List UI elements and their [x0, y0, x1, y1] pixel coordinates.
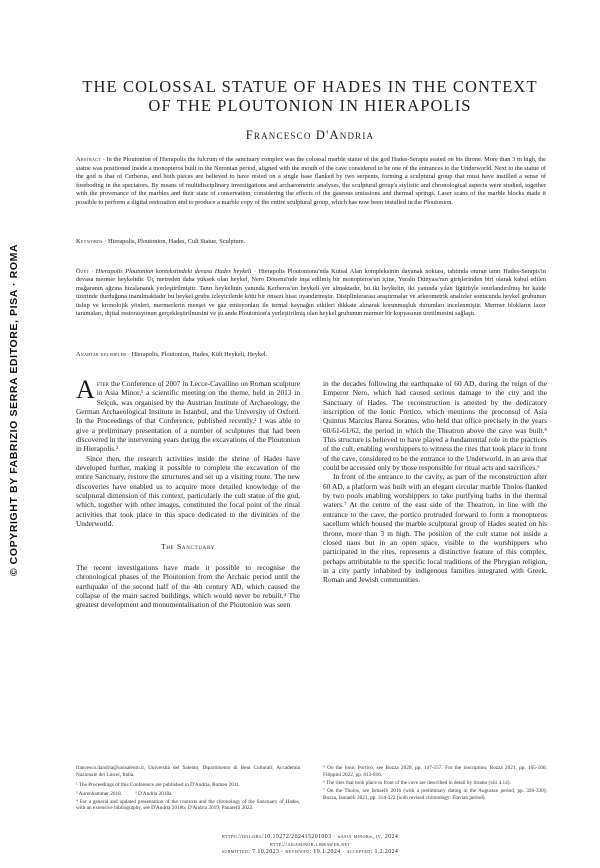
- body-column-right: [323, 379, 547, 585]
- keywords-text: · Hierapolis, Ploutonion, Hades, Cult Statue, Sculpture.: [104, 238, 246, 245]
- footnote: ⁴ For a general and updated presentation of the contexts and the chronology of the Sanctuary of Hades, with an extensive bibliography, see D'Andria 2018b; D'Andria 2019; Panarelli 2022.: [76, 798, 300, 812]
- footnote: ⁷ On the Tholos, see Ismaelli 2016 (with a preliminary dating in the Augustan period, pp. 326-330); Bozza, Ismaelli 2021, pp. 314-322 (with revised chronology: Flavian period).: [323, 787, 547, 801]
- footnotes-right: [323, 765, 547, 803]
- anahtar-label: Anahtar kelimeler: [76, 351, 127, 358]
- abstract: [76, 156, 546, 207]
- body-paragraph: in the decades following the earthquake of 60 AD, during the reign of the Emperor Nero, which had caused serious damage to the city and the Sanctuary of Hades. The reconstruction is attested by the dedicatory inscription of the Ionic Portico, which mentions the proconsul of Asia Quintus Marcius Barea Soranus, who held that office precisely in the years 60/61-61/62, the period in which the Theatron above the cave was built.⁵ This structure is believed to have played a fundamental role in the practices of the cult, enabling worshippers to witness the rites that took place in front of the cave, considered to be the entrance to the Underworld, in an area that could be accessed only by those responsible for ritual acts and sacrifices.⁶: [323, 379, 547, 473]
- ozet-abstract: [76, 268, 546, 318]
- opening-smallcaps: fter: [96, 379, 110, 388]
- ozet-label: Özet: [76, 268, 90, 275]
- body-column-left: [76, 375, 300, 610]
- anahtar-kelimeler: [76, 351, 546, 360]
- title-line-1: THE COLOSSAL STATUE OF HADES IN THE CONTEXT: [82, 77, 538, 96]
- footnote: ⁶ The rites that took place in front of the cave are described in detail by Strabo (xiii 4.14).: [323, 779, 511, 786]
- abstract-text: · In the Ploutonion of Hierapolis the fulcrum of the sanctuary complex was the colossal marble statue of the god Hades-Serapis seated on his throne. More than 3 m high, the statue was positioned inside a monopteros built in the Neronian period, aligned with the mouth of the cave considered to be one of the entrances to the Underworld. Next to the statue of the god is that of Cerberus, and both pieces are believed to have rested on a single base flanked by two serpents, forming a sculptural group that must have instilled a sense of foreboding in the spectators. By means of multidisciplinary investigations and archaeometric analyses, the sculptural group's stylistic and chronological aspects were studied, together with the provenance of the marbles and their state of conservation, considering the effects of the gaseous emissions and thermal springs. Laser scans of the marble blocks made it possible to perform a digital restoration and to produce a marble copy of the entire sculptural group, which has now been installed in the Ploutonion.: [76, 156, 546, 206]
- submission-dates: submitted: 7.10.2023 · reviewed: 19.1.2024 · accepted: 1.2.2024: [221, 849, 399, 856]
- footnote: ² Aurenhammer 2018. ³ D'Andria 2018a.: [76, 790, 173, 797]
- doi-link[interactable]: https://doi.org/10.19272/202415201003 · «asia minor», iv, 2024: [221, 834, 399, 840]
- author-name: Francesco D'Andria: [245, 128, 375, 142]
- keywords-label: Keywords: [76, 238, 103, 245]
- body-paragraph: [76, 375, 300, 454]
- journal-url-link[interactable]: http://asiaminor.libraweb.net: [269, 841, 351, 848]
- copyright-sidebar: [0, 0, 28, 868]
- drop-cap: A: [76, 375, 95, 404]
- body-paragraph: In front of the entrance to the cavity, as part of the reconstruction after 60 AD, a platform was built with an elegant circular marble Tholos flanked by two pools enabling worshippers to take purifying baths in the thermal waters.⁷ At the centre of the east side of the Theatron, in line with the entrance to the cave, the portico protruded forward to form a monopteros sacellum which housed the marble sculptural group of Hades seated on his throne, more than 3 m high. The position of the cult statue not inside a closed naos but in an open space, visible to the worshippers who participated in the rites, represents a distinctive feature of this complex, perhaps attributable to the specific local traditions of the Phrygian religion, in a city partly inhabited by indigenous families integrated with Greek, Roman and Jewish communities.: [323, 472, 547, 585]
- abstract-label: Abstract: [76, 156, 101, 163]
- paragraph-text: the Conference of 2007 in Lecce-Cavallino on Roman sculpture in Asia Minor,¹ a scientific meeting on the theme, held in 2013 in Selçuk, was organised by the Austrian Institute of Archaeology, the German Archaeological Institute in Istanbul, and the University of Oxford. In the Proceedings of that Conference, published recently,² I was able to give a preliminary presentation of a number of sculptures that had been discovered in the intervening years during the excavations of the Ploutonion in Hierapolis.³: [76, 379, 300, 454]
- section-heading: The Sanctuary: [160, 541, 216, 551]
- title-line-2: OF THE PLOUTONION IN HIERAPOLIS: [148, 96, 472, 115]
- publication-footer: [60, 834, 560, 857]
- ozet-text: · Hierapolis Ploutonionu'nda Kutsal Alan kompleksinin dayanak noktası, tahtında oturan tanrı Hades-Serapis'in devasa mermer heykelidir. Üç metreden daha yüksek olan heykel, Nero Dönemi'nde inşa edilmiş bir monopteros'un içine, Yeraltı Dünyası'nın girişlerinden biri olarak kabul edilen mağaranın ağzına hizalanarak yerleştirilmiştir. Tanrı heykelinin yanında Kerberos'un heykeli yer almaktadır, bu iki heykelin, iki yanında yılan figürüyle sınırlandırılmış bir kaide üzerinde durduğuna inanılmaktadır bu heykel grubu izleyicilerde kötü bir önsezi hissi uyandırmıştır. Disiplinlerarası araştırmalar ve arkeometrik analizler sonucunda heykel grubunun üslup ve kronolojik yönleri, mermerlerin menşei ve gaz emisyonları ile termal kaynağın etkileri dikkate alınarak korunmuşluk durumları incelenmiştir. Mermer blokların lazer taramaları, dijital restorasyonun gerçekleştirilmesini ve şu anda Ploutonion'a yerleştirilmiş olan heykel grubunun mermer bir kopyasının üretilmesini sağlaştı.: [76, 268, 546, 318]
- author-affiliation: francesco.dandria@unisalento.it, Università del Salento, Dipartimento di Beni Culturali; Accademia Nazionale dei Lincei, Italia.: [76, 765, 300, 778]
- footnotes-left: [76, 765, 300, 813]
- ozet-title: · Hierapolis Ploutonion kontekstindeki devasa Hades heykeli: [91, 268, 252, 275]
- anahtar-text: · Hierapolis, Ploutonion, Hades, Kült Heykeli, Heykel.: [127, 351, 268, 358]
- article-title: [60, 77, 560, 115]
- footnote: ⁵ On the Ionic Portico, see Bozza 2020, pp. 147-157. For the inscription, Bozza 2021, pp. 165-166; Filippini 2022, pp. 813-816.: [323, 765, 547, 778]
- body-paragraph: Since then, the research activities inside the shrine of Hades have developed further, making it possible to complete the excavation of the entire Sanctuary, restore the structures and set up a visiting route. The new discoveries have enabled us to acquire more detailed knowledge of the sculptural dimension of this context, particularly the cult statue of the god, which, together with other images, constituted the focal point of the ritual activities that took place in this space dedicated to the divinities of the Underworld.: [76, 453, 300, 529]
- body-paragraph: The recent investigations have made it possible to recognise the chronological phases of the Ploutonion from the Archaic period until the earthquake of the second half of the 4th century AD, which caused the collapse of the main sacred buildings, which would never be rebuilt.⁴ The greatest development and monumentalisation of the Ploutonion was seen: [76, 562, 300, 610]
- copyright-text: © COPYRIGHT BY FABRIZIO SERRA EDITORE, PISA · ROMA: [8, 243, 20, 577]
- keywords: [76, 238, 546, 247]
- footnote: ¹ The Proceedings of this Conference are published in D'Andria, Romeo 2011.: [76, 782, 241, 789]
